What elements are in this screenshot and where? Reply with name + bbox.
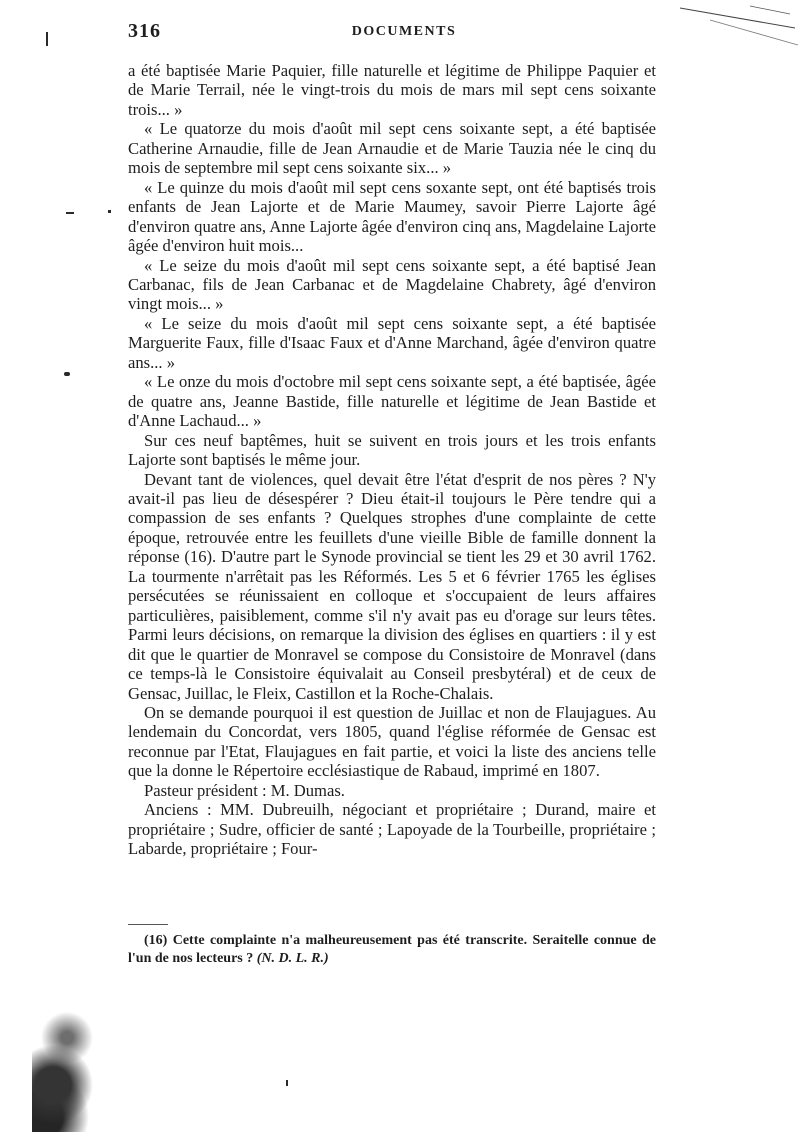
- corner-scan-lines: [670, 0, 800, 60]
- margin-mark: [46, 32, 48, 46]
- running-head: DOCUMENTS: [351, 24, 457, 39]
- paragraph: « Le quinze du mois d'août mil sept cens soxante sept, ont été baptisés trois enfants de Jean Lajorte et de Marie Maumey, savoir Pierre Lajorte âgé d'environ quatre ans, Anne Lajorte âgée d'environ cinq ans, Magdelaine Lajorte âgée d'environ huit mois...: [128, 177, 656, 256]
- margin-mark: [108, 210, 111, 213]
- page-header: [128, 20, 656, 44]
- footnote-rule: [128, 924, 168, 925]
- paragraph: « Le seize du mois d'août mil sept cens soixante sept, a été baptisée Marguerite Faux, fille d'Isaac Faux et d'Anne Marchand, âgée d'environ quatre ans... »: [128, 313, 656, 372]
- footnote: [128, 932, 656, 968]
- binding-shadow: [32, 975, 102, 1132]
- margin-mark: [286, 1080, 288, 1086]
- footnote-text: (16) Cette complainte n'a malheureusement pas été transcrite. Seraitelle connue de l'un de nos lecteurs ?: [128, 933, 656, 966]
- paragraph: a été baptisée Marie Paquier, fille naturelle et légitime de Philippe Paquier et de Marie Terrail, née le vingt-trois du mois de mars mil sept cens soixante trois... »: [128, 61, 656, 119]
- paragraph: Pasteur président : M. Dumas.: [144, 780, 345, 800]
- paragraph: Sur ces neuf baptêmes, huit se suivent en trois jours et les trois enfants Lajorte sont baptisés le même jour.: [128, 430, 656, 470]
- footnote-signature: (N. D. L. R.): [256, 951, 329, 966]
- paragraph: « Le seize du mois d'août mil sept cens soixante sept, a été baptisé Jean Carbanac, fils de Jean Carbanac et de Magdelaine Chabrety, âgé d'environ vingt mois... »: [128, 255, 656, 314]
- margin-mark: [66, 212, 74, 214]
- paragraph: Anciens : MM. Dubreuilh, négociant et propriétaire ; Durand, maire et propriétaire ; Sudre, officier de santé ; Lapoyade de la Tourbeille, propriétaire ; Labarde, propriétaire ; Four-: [128, 800, 656, 859]
- paragraph: On se demande pourquoi il est question de Juillac et non de Flaujagues. Au lendemain du Concordat, vers 1805, quand l'église réformée de Gensac est reconnue par l'Etat, Flaujagues en fait partie, et voici la liste des anciens telle que la donne le Répertoire ecclésiastique de Rabaud, imprimé en 1807.: [128, 702, 656, 781]
- page-number: 316: [128, 20, 161, 42]
- paragraph: « Le quatorze du mois d'août mil sept cens soixante sept, a été baptisée Catherine Arnaudie, fille de Jean Arnaudie et de Marie Tauzia née le cinq du mois de septembre mil sept cens soixante six... »: [128, 119, 656, 178]
- margin-mark: [64, 372, 70, 376]
- paragraph: Devant tant de violences, quel devait être l'état d'esprit de nos pères ? N'y avait-il pas lieu de désespérer ? Dieu était-il toujours le Père tendre qui a compassion de ses enfants ? Quelques strophes d'une complainte de cette époque, retrouvée entre les feuillets d'une vieille Bible de famille donnent la réponse (16). D'autre part le Synode provincial se tient les 29 et 30 avril 1762. La tourmente n'arrêtait pas les Réformés. Les 5 et 6 février 1765 les églises persécutées se réunissaient en colloque et s'occupaient de leurs affaires particulières, paisiblement, comme s'il n'y avait pas eu d'orage sur leurs têtes. Parmi leurs décisions, on remarque la division des églises en quartiers : il y est dit que le quartier de Monravel se compose du Consistoire de Monravel (dans ce temps-là le Consistoire équivalait au Conseil presbytéral) et de ceux de Gensac, Juillac, le Fleix, Castillon et la Roche-Chalais.: [128, 469, 656, 703]
- body-text: [128, 61, 656, 859]
- paragraph: « Le onze du mois d'octobre mil sept cens soixante sept, a été baptisée, âgée de quatre ans, Jeanne Bastide, fille naturelle et légitime de Jean Bastide et d'Anne Lachaud... »: [128, 372, 656, 431]
